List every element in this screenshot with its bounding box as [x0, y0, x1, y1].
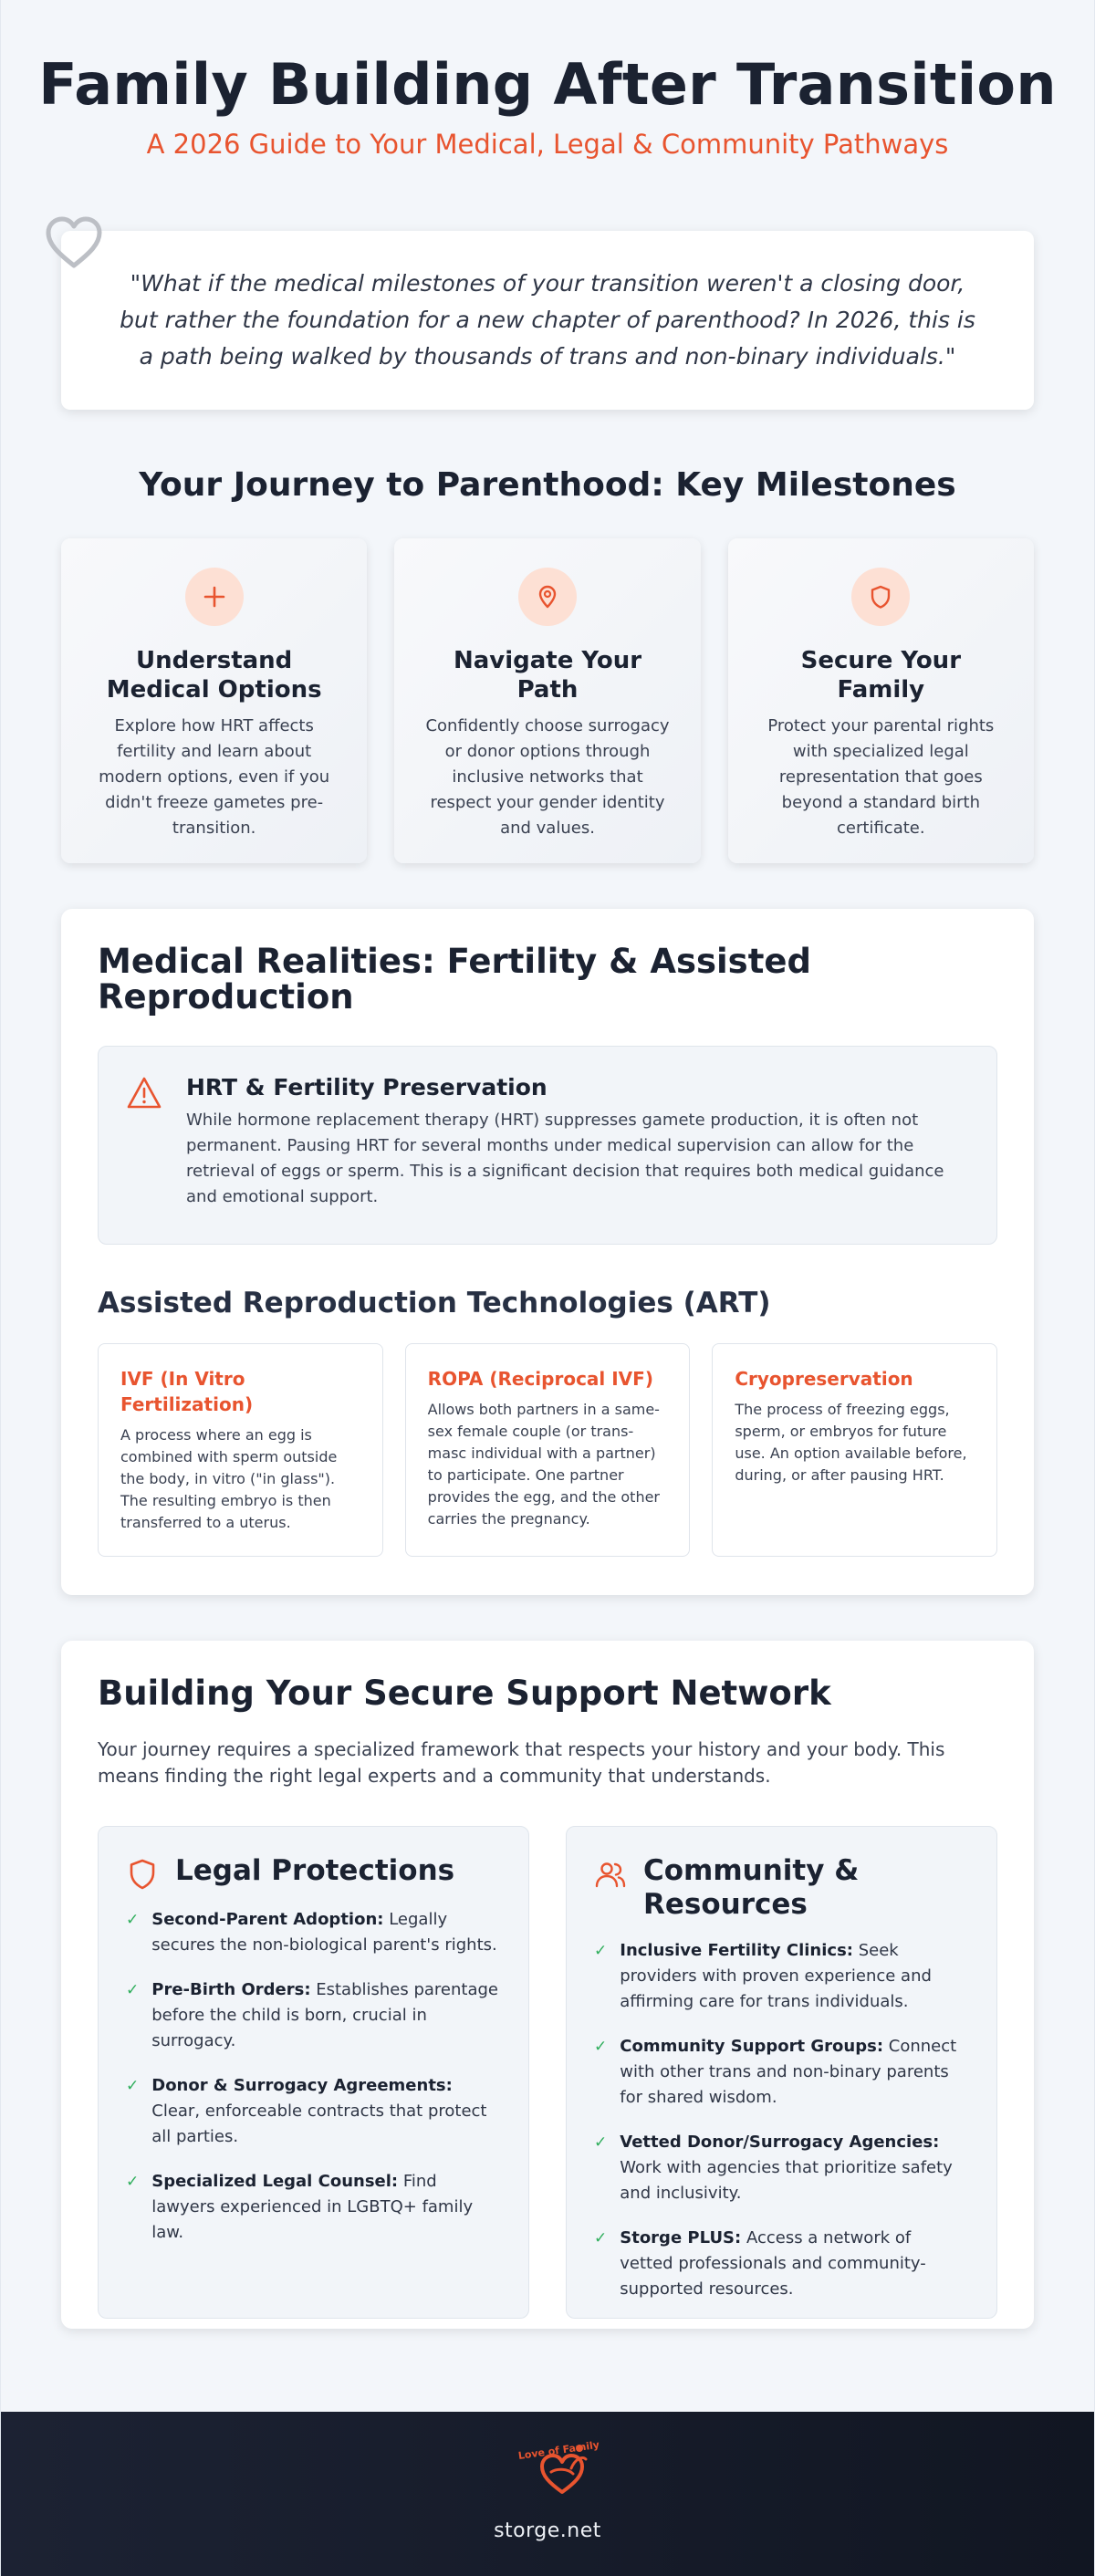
hrt-alert	[98, 1046, 997, 1245]
art-name: ROPA (Reciprocal IVF)	[427, 1368, 653, 1390]
quote-section	[61, 231, 1034, 410]
art-row	[98, 1343, 997, 1557]
art-card	[712, 1343, 997, 1557]
list-item	[594, 1938, 969, 2015]
art-name: IVF (In Vitro Fertilization)	[120, 1368, 254, 1415]
art-title: Assisted Reproduction Technologies (ART)	[98, 1287, 771, 1319]
list-item-text	[151, 1907, 501, 1958]
list-item-term: Inclusive Fertility Clinics:	[620, 1941, 853, 1960]
support-panel	[61, 1641, 1034, 2329]
art-name: Cryopreservation	[735, 1368, 913, 1390]
milestone-card	[728, 538, 1034, 863]
art-text: A process where an egg is combined with sperm outside the body, in vitro ("in glass"). The resulting embryo is then transferred to a uterus.	[120, 1426, 338, 1531]
legal-card-header	[126, 1854, 501, 1891]
medical-panel	[61, 909, 1034, 1595]
list-item-desc: Legally secures the non-biological parent's rights.	[151, 1910, 497, 1955]
list-item-desc: Find lawyers experienced in LGBTQ+ family law.	[151, 2172, 474, 2242]
users-icon	[594, 1858, 627, 1891]
list-item-text	[620, 2130, 969, 2206]
milestone-text: Confidently choose surrogacy or donor options through inclusive networks that respect your gender identity and values.	[425, 716, 670, 838]
art-card	[405, 1343, 691, 1557]
medical-title: Medical Realities: Fertility & Assisted Reproduction	[98, 942, 811, 1017]
list-item	[126, 2073, 501, 2150]
check-icon: ✓	[594, 1942, 608, 1960]
list-item-term: Storge PLUS:	[620, 2228, 742, 2247]
art-text: The process of freezing eggs, sperm, or embryos for future use. An option available before, during, or after pausing HRT.	[735, 1401, 967, 1484]
milestones-row	[61, 538, 1034, 863]
quote-text: "What if the medical milestones of your transition weren't a closing door, but rather the foundation for a new chapter of parenthood? In 2026, this is a path being walked by thousands of trans and non-binary individuals."	[120, 270, 975, 370]
art-card	[98, 1343, 383, 1557]
check-icon: ✓	[126, 1911, 140, 1929]
milestone-title: Understand Medical Options	[106, 647, 322, 704]
alert-text: While hormone replacement therapy (HRT) suppresses gamete production, it is often not permanent. Pausing HRT for several months under medical supervision can allow for the retrieval of eggs or sperm. This is a significant decision that requires both medical guidance and emotional support.	[186, 1111, 944, 1206]
shield-icon	[126, 1858, 159, 1891]
support-title: Building Your Secure Support Network	[98, 1674, 831, 1713]
logo-wordmark: Love of Family	[517, 2438, 600, 2463]
list-item	[126, 1977, 501, 2054]
list-item-text	[151, 1977, 501, 2054]
list-item-desc: Work with agencies that prioritize safety and inclusivity.	[620, 2158, 953, 2203]
list-item-text	[620, 2226, 969, 2302]
list-item	[126, 2169, 501, 2246]
list-item-term: Donor & Surrogacy Agreements:	[151, 2076, 453, 2095]
list-item-desc: Clear, enforceable contracts that protect all parties.	[151, 2101, 487, 2146]
check-icon: ✓	[594, 2229, 608, 2247]
community-card	[566, 1826, 997, 2319]
legal-title: Legal Protections	[175, 1854, 455, 1887]
check-icon: ✓	[126, 1981, 140, 1999]
milestone-text: Protect your parental rights with specialized legal representation that goes beyond a standard birth certificate.	[767, 716, 995, 838]
alert-title: HRT & Fertility Preservation	[186, 1074, 548, 1100]
list-item-desc: Establishes parentage before the child is born, crucial in surrogacy.	[151, 1980, 498, 2050]
footer-url-link[interactable]: storge.net	[494, 2519, 601, 2542]
list-item-text	[151, 2073, 501, 2150]
list-item-text	[620, 2034, 969, 2111]
list-item-term: Pre-Birth Orders:	[151, 1980, 311, 1999]
check-icon: ✓	[594, 2133, 608, 2152]
storge-logo[interactable]	[484, 2432, 611, 2505]
quote-card	[61, 231, 1034, 410]
map-pin-icon	[518, 568, 577, 626]
list-item	[126, 1907, 501, 1958]
list-item	[594, 2130, 969, 2206]
milestone-text: Explore how HRT affects fertility and learn about modern options, even if you didn't freeze gametes pre-transition.	[99, 716, 330, 838]
list-item	[594, 2034, 969, 2111]
support-intro: Your journey requires a specialized framework that respects your history and your body. This means finding the right legal experts and a community that understands.	[98, 1738, 945, 1787]
list-item-term: Specialized Legal Counsel:	[151, 2172, 399, 2191]
check-icon: ✓	[594, 2038, 608, 2056]
plus-icon	[185, 568, 244, 626]
shield-icon	[851, 568, 910, 626]
community-list	[594, 1938, 969, 2302]
warning-icon	[126, 1076, 162, 1111]
list-item-term: Second-Parent Adoption:	[151, 1910, 384, 1929]
list-item	[594, 2226, 969, 2302]
list-item-term: Vetted Donor/Surrogacy Agencies:	[620, 2133, 940, 2152]
support-row	[98, 1826, 997, 2319]
list-item-text	[620, 1938, 969, 2015]
page-title: Family Building After Transition	[38, 51, 1057, 118]
community-title: Community & Resources	[643, 1854, 860, 1921]
legal-card	[98, 1826, 529, 2319]
page-footer	[1, 2412, 1094, 2576]
art-text: Allows both partners in a same-sex female couple (or trans-masc individual with a partner) to participate. One partner provides the egg, and the other carries the pregnancy.	[427, 1401, 661, 1528]
milestones-title: Your Journey to Parenthood: Key Milestones	[139, 466, 956, 504]
check-icon: ✓	[126, 2077, 140, 2095]
page-subtitle: A 2026 Guide to Your Medical, Legal & Community Pathways	[146, 129, 949, 160]
list-item-desc: Access a network of vetted professionals and community-supported resources.	[620, 2228, 926, 2299]
community-card-header	[594, 1854, 969, 1922]
list-item-text	[151, 2169, 501, 2246]
milestone-card	[61, 538, 367, 863]
milestone-title: Secure Your Family	[800, 647, 962, 704]
check-icon: ✓	[126, 2173, 140, 2191]
list-item-term: Community Support Groups:	[620, 2037, 884, 2056]
heart-icon	[45, 216, 103, 269]
milestone-card	[394, 538, 700, 863]
page-header	[1, 0, 1094, 160]
list-item-desc: Connect with other trans and non-binary parents for shared wisdom.	[620, 2037, 957, 2107]
list-item-desc: Seek providers with proven experience and affirming care for trans individuals.	[620, 1941, 932, 2011]
milestone-title: Navigate Your Path	[453, 647, 642, 704]
legal-list	[126, 1907, 501, 2246]
